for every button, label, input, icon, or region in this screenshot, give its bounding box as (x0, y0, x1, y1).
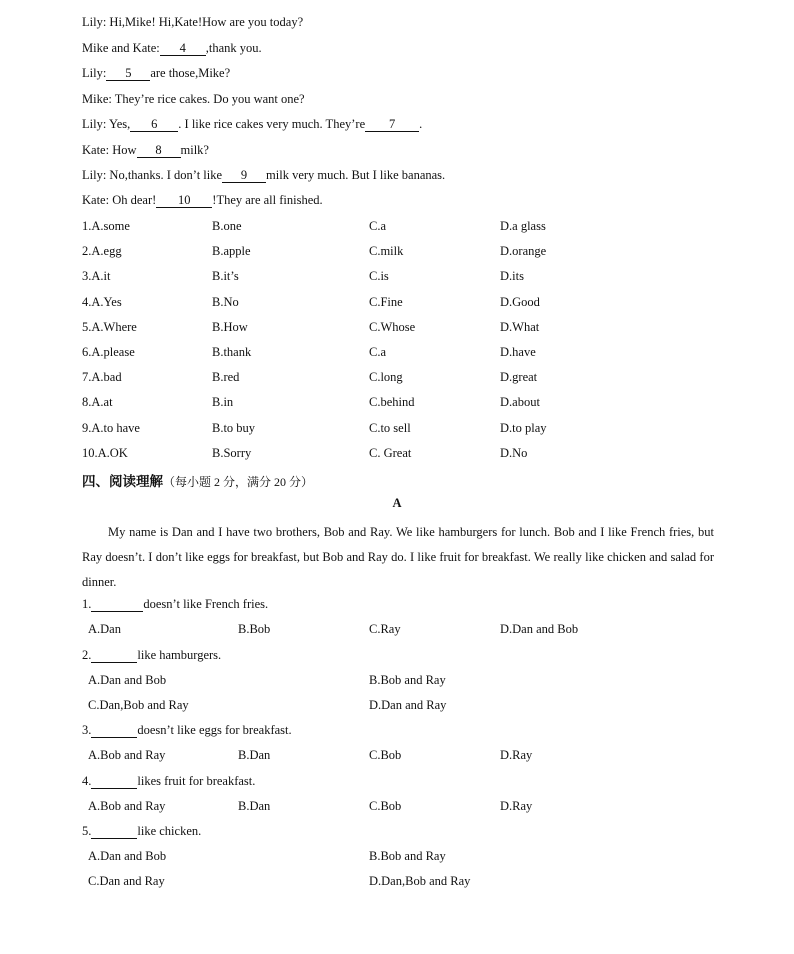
cloze-option[interactable]: 5.A.Where (82, 319, 137, 334)
question-option[interactable]: D.Dan and Bob (500, 622, 579, 636)
dialogue-line (82, 192, 323, 208)
cloze-option[interactable]: C.behind (369, 395, 415, 410)
dialogue-line (82, 142, 209, 158)
cloze-option[interactable]: C.a (369, 345, 387, 359)
cloze-option[interactable]: 1.A.some (82, 219, 130, 233)
answer-blank: 6 (130, 117, 178, 132)
cloze-option[interactable]: B.How (212, 319, 248, 334)
dialogue-text: Kate: Oh dear! (82, 193, 157, 207)
cloze-option[interactable]: D.its (500, 269, 524, 284)
cloze-option[interactable]: 10.A.OK (82, 445, 128, 460)
cloze-option[interactable]: B.in (212, 395, 234, 410)
cloze-option[interactable]: C.Whose (369, 319, 416, 334)
question-number: 4. (82, 774, 92, 788)
question-option[interactable]: C.Bob (369, 748, 402, 762)
dialogue-text: Lily: No,thanks. I don’t like (82, 168, 223, 182)
question-stem (82, 773, 255, 789)
cloze-option[interactable]: C.Fine (369, 294, 403, 309)
dialogue-text: Mike and Kate: (82, 41, 160, 55)
answer-blank: 8 (137, 143, 181, 158)
passage-title: A (392, 496, 402, 510)
section-note: （每小题 2 分，满分 20 分） (163, 475, 314, 489)
question-option[interactable]: D.Ray (500, 748, 533, 762)
question-option[interactable]: D.Dan and Ray (369, 698, 447, 712)
question-text: like chicken. (137, 824, 202, 838)
cloze-option[interactable]: B.Sorry (212, 445, 252, 460)
dialogue-text: milk? (180, 143, 209, 157)
question-option[interactable]: B.Dan (238, 799, 271, 813)
dialogue-text: Lily: Yes, (82, 117, 131, 131)
dialogue-text: . I like rice cakes very much. They’re (178, 117, 366, 131)
dialogue-line (82, 65, 230, 81)
question-text: doesn’t like eggs for breakfast. (137, 723, 292, 737)
cloze-option[interactable]: D.orange (500, 244, 547, 259)
cloze-option[interactable]: 9.A.to have (82, 420, 140, 435)
question-option[interactable]: B.Bob and Ray (369, 673, 446, 687)
question-text: doesn’t like French fries. (143, 597, 269, 611)
cloze-option[interactable]: D.Good (500, 294, 540, 309)
question-number: 2. (82, 648, 92, 662)
cloze-option[interactable]: C.a (369, 219, 387, 233)
dialogue-line (82, 14, 303, 30)
passage-text: My name is Dan and I have two brothers, Bob and Ray. We like hamburgers for lunch. Bob and I like French fries, but Ray doesn’t. I don’t like eggs for breakfast, but Bob and Ray do. I like fruit for breakfast. We really like chicken and salad for dinner. (82, 525, 714, 589)
cloze-option[interactable]: 3.A.it (82, 269, 111, 284)
dialogue-text: Lily: (82, 66, 107, 80)
cloze-option[interactable]: D.No (500, 445, 528, 460)
answer-blank (91, 824, 137, 839)
question-text: like hamburgers. (137, 648, 222, 662)
answer-blank: 4 (160, 41, 206, 56)
dialogue-text: Kate: How (82, 143, 137, 157)
question-option[interactable]: B.Dan (238, 748, 271, 762)
question-option[interactable]: A.Dan and Bob (88, 673, 167, 687)
question-stem (82, 823, 201, 839)
cloze-option[interactable]: D.great (500, 370, 538, 385)
cloze-option[interactable]: 4.A.Yes (82, 294, 122, 309)
cloze-option[interactable]: B.red (212, 370, 240, 385)
cloze-option[interactable]: C.long (369, 370, 403, 385)
question-stem (82, 596, 268, 612)
question-number: 5. (82, 824, 92, 838)
question-option[interactable]: C.Ray (369, 622, 401, 636)
answer-blank: 7 (365, 117, 419, 132)
question-text: likes fruit for breakfast. (137, 774, 256, 788)
question-option[interactable]: B.Bob and Ray (369, 849, 446, 863)
dialogue-line (82, 116, 422, 132)
dialogue-line (82, 40, 262, 56)
question-stem (82, 647, 221, 663)
section-heading (82, 470, 313, 490)
cloze-option[interactable]: C.to sell (369, 420, 411, 435)
cloze-option[interactable]: B.one (212, 219, 242, 233)
question-option[interactable]: D.Ray (500, 799, 533, 813)
cloze-option[interactable]: B.No (212, 294, 239, 309)
question-option[interactable]: A.Bob and Ray (88, 748, 166, 762)
question-option[interactable]: A.Dan (88, 622, 121, 636)
section-title: 四、阅读理解 (82, 474, 163, 489)
cloze-option[interactable]: B.apple (212, 244, 251, 259)
cloze-option[interactable]: 2.A.egg (82, 244, 122, 259)
cloze-option[interactable]: B.it’s (212, 269, 239, 284)
question-option[interactable]: A.Dan and Bob (88, 849, 167, 863)
dialogue-text: are those,Mike? (150, 66, 231, 80)
cloze-option[interactable]: C.is (369, 269, 389, 284)
answer-blank: 9 (222, 168, 266, 183)
dialogue-text: milk very much. But I like bananas. (266, 168, 446, 182)
answer-blank: 5 (106, 66, 150, 81)
cloze-option[interactable]: D.a glass (500, 219, 546, 233)
question-option[interactable]: C.Dan,Bob and Ray (88, 698, 189, 712)
dialogue-line (82, 91, 305, 107)
dialogue-text: ,thank you. (205, 41, 262, 55)
cloze-option[interactable]: C.milk (369, 244, 404, 259)
question-option[interactable]: A.Bob and Ray (88, 799, 166, 813)
cloze-option[interactable]: 6.A.please (82, 345, 135, 359)
question-option[interactable]: C.Bob (369, 799, 402, 813)
answer-blank: 10 (156, 193, 212, 208)
question-option[interactable]: B.Bob (238, 622, 271, 636)
question-number: 3. (82, 723, 92, 737)
question-number: 1. (82, 597, 92, 611)
cloze-option[interactable]: D.have (500, 345, 536, 359)
answer-blank (91, 774, 137, 789)
cloze-option[interactable]: C. Great (369, 445, 412, 460)
question-option[interactable]: D.Dan,Bob and Ray (369, 874, 471, 888)
answer-blank (91, 597, 143, 612)
dialogue-text: Mike: They’re rice cakes. Do you want one? (82, 92, 305, 106)
cloze-option[interactable]: D.about (500, 395, 540, 410)
dialogue-line (82, 167, 445, 183)
answer-blank (91, 723, 137, 738)
dialogue-text: !They are all finished. (212, 193, 323, 207)
question-option[interactable]: C.Dan and Ray (88, 874, 165, 888)
cloze-option[interactable]: B.thank (212, 345, 252, 359)
cloze-option[interactable]: 7.A.bad (82, 370, 122, 385)
cloze-option[interactable]: D.What (500, 319, 540, 334)
dialogue-text: . (419, 117, 423, 131)
cloze-option[interactable]: 8.A.at (82, 395, 113, 410)
question-stem (82, 722, 292, 738)
cloze-option[interactable]: D.to play (500, 420, 547, 435)
cloze-option[interactable]: B.to buy (212, 420, 256, 435)
dialogue-text: Lily: Hi,Mike! Hi,Kate!How are you today? (82, 15, 304, 29)
answer-blank (91, 648, 137, 663)
